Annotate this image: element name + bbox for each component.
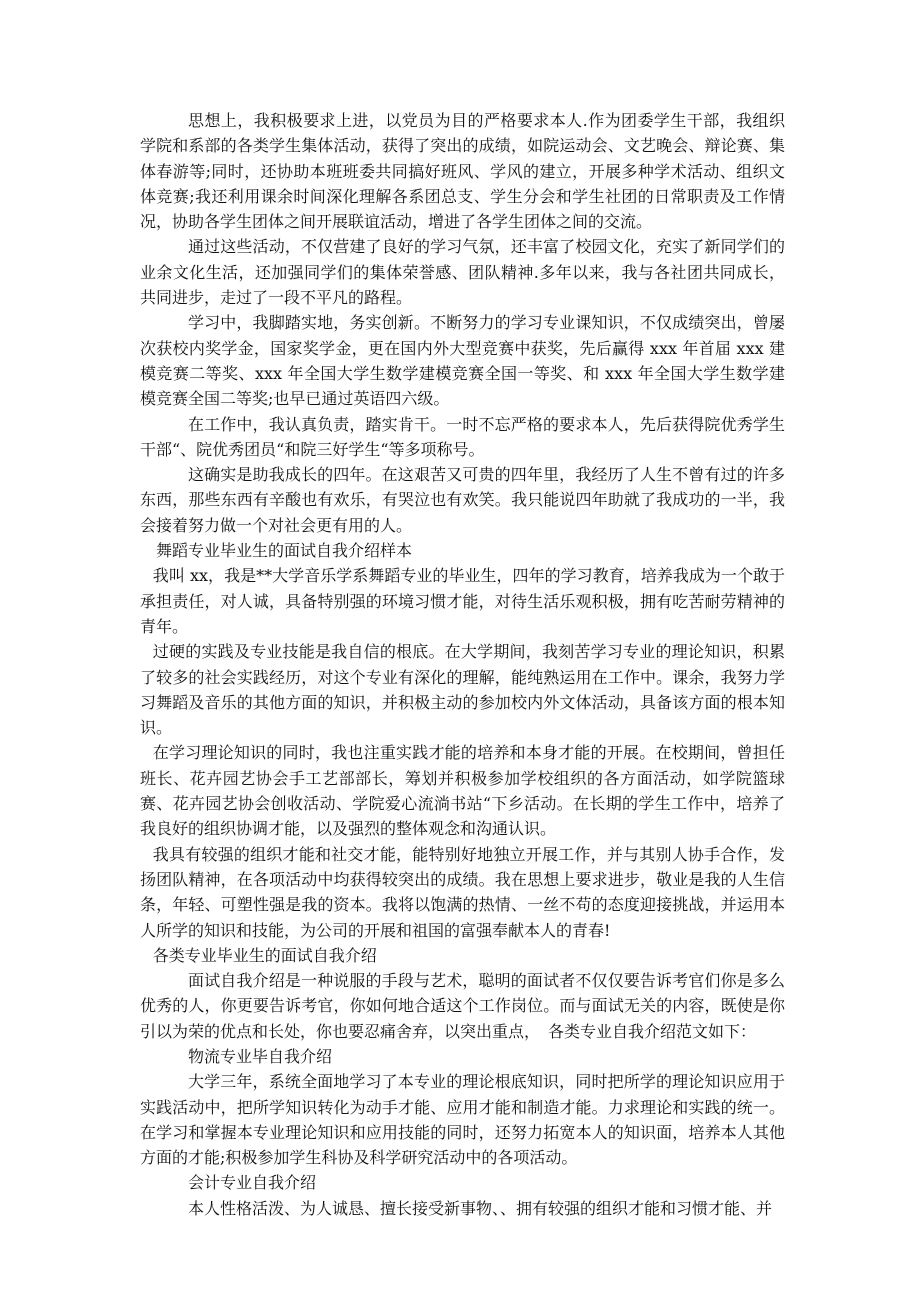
paragraph-dance-abilities: 我具有较强的组织才能和社交才能，能特别好地独立开展工作，并与其别人协手合作，发扬团队精神，在各项活动中均获得较突出的成绩。我在思想上要求进步，敬业是我的人生信条，年轻、可塑性强是我的资本。我将以饱满的热情、一丝不苟的态度迎接挑战，并运用本人所学的知识和技能，为公司的开展和祖国的富强奉献本人的青春! bbox=[140, 844, 785, 940]
heading-dance-intro: 舞蹈专业毕业生的面试自我介绍样本 bbox=[156, 541, 413, 561]
document-page bbox=[140, 108, 785, 1221]
paragraph-logistics: 大学三年，系统全面地学习了本专业的理论根底知识，同时把所学的理论知识应用于实践活动中，把所学知识转化为动手才能、应用才能和制造才能。力求理论和实践的统一。在学习和掌握本专业理论知识和应用技能的同时，还努力拓宽本人的知识面，培养本人其他方面的才能;积极参加学生科协及科学研究活动中的各项活动。 bbox=[140, 1072, 785, 1168]
paragraph-interview-art: 面试自我介绍是一种说服的手段与艺术，聪明的面试者不仅仅要告诉考官们你是多么优秀的人，你更要告诉考官，你如何地合适这个工作岗位。而与面试无关的内容，既使是你引以为荣的优点和长处，你也要忍痛舍弃，以突出重点， 各类专业自我介绍范文如下： bbox=[140, 971, 785, 1041]
paragraph-activities: 通过这些活动，不仅营建了良好的学习气氛，还丰富了校园文化，充实了新同学们的业余文化生活，还加强同学们的集体荣誉感、团队精神.多年以来，我与各社团共同成长，共同进步，走过了一段不平凡的路程。 bbox=[140, 237, 785, 308]
paragraph-study: 学习中，我脚踏实地，务实创新。不断努力的学习专业课知识，不仅成绩突出，曾屡次获校内奖学金，国家奖学金，更在国内外大型竞赛中获奖，先后赢得 xxx 年首届 xxx 建模竞赛二等奖、xxx 年全国大学生数学建模竞赛全国一等奖、和 xxx 年全国大学生数学建模竞赛全国二等奖;也早已通过英语四六级。 bbox=[140, 313, 785, 409]
paragraph-work: 在工作中，我认真负责，踏实肯干。一时不忘严格的要求本人，先后获得院优秀学生干部“、院优秀团员“和院三好学生“等多项称号。 bbox=[140, 414, 785, 459]
paragraph-dance-skills: 过硬的实践及专业技能是我自信的根底。在大学期间，我刻苦学习专业的理论知识，积累了较多的社会实践经历，对这个专业有深化的理解，能纯熟运用在工作中。课余，我努力学习舞蹈及音乐的其他方面的知识，并积极主动的参加校内外文体活动，具备该方面的根本知识。 bbox=[140, 642, 785, 738]
paragraph-accounting: 本人性格活泼、为人诚恳、擅长接受新事物、、拥有较强的组织才能和习惯才能、并 bbox=[188, 1198, 773, 1218]
heading-accounting: 会计专业自我介绍 bbox=[188, 1173, 317, 1193]
paragraph-ideology: 思想上，我积极要求上进，以党员为目的严格要求本人.作为团委学生干部，我组织学院和系部的各类学生集体活动，获得了突出的成绩，如院运动会、文艺晚会、辩论赛、集体春游等;同时，还协助本班班委共同搞好班风、学风的建立，开展多种学术活动、组织文体竞赛;我还利用课余时间深化理解各系团总支、学生分会和学生社团的日常职责及工作情况，协助各学生团体之间开展联谊活动，增进了各学生团体之间的交流。 bbox=[140, 111, 785, 232]
paragraph-dance-practice: 在学习理论知识的同时，我也注重实践才能的培养和本身才能的开展。在校期间，曾担任班长、花卉园艺协会手工艺部部长，筹划并积极参加学校组织的各方面活动，如学院篮球赛、花卉园艺协会创收活动、学院爱心流淌书站“下乡活动。在长期的学生工作中，培养了我良好的组织协调才能，以及强烈的整体观念和沟通认识。 bbox=[140, 743, 785, 839]
heading-logistics: 物流专业毕自我介绍 bbox=[188, 1046, 333, 1066]
paragraph-four-years: 这确实是助我成长的四年。在这艰苦又可贵的四年里，我经历了人生不曾有过的许多东西，那些东西有辛酸也有欢乐，有哭泣也有欢笑。我只能说四年助就了我成功的一半，我会接着努力做一个对社会更有用的人。 bbox=[140, 465, 785, 535]
heading-various-majors: 各类专业毕业生的面试自我介绍 bbox=[152, 945, 377, 965]
paragraph-dance-name: 我叫 xx，我是**大学音乐学系舞蹈专业的毕业生，四年的学习教育，培养我成为一个敢于承担责任，对人诚，具备特别强的环境习惯才能，对待生活乐观积极，拥有吃苦耐劳精神的青年。 bbox=[140, 566, 785, 636]
